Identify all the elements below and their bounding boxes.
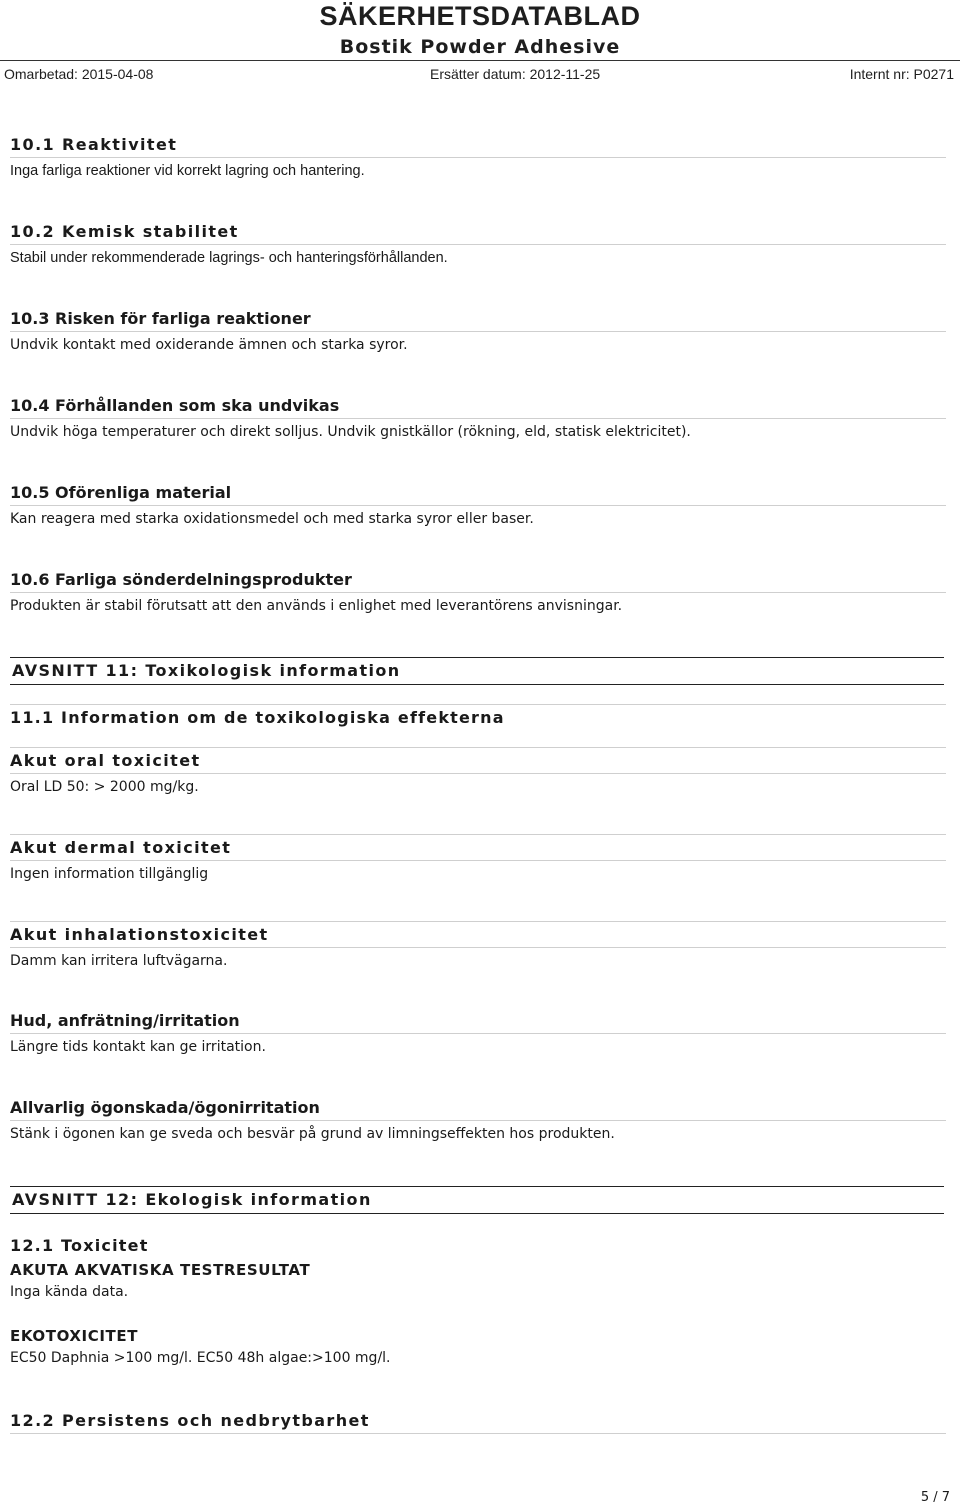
subsection-heading: 10.3 Risken för farliga reaktioner bbox=[10, 308, 946, 332]
acute-dermal-heading: Akut dermal toxicitet bbox=[10, 835, 946, 861]
subsection-text: Undvik höga temperaturer och direkt solljus. Undvik gnistkällor (rökning, eld, statisk elektricitet). bbox=[10, 424, 691, 440]
subsection-heading: 10.5 Oförenliga material bbox=[10, 482, 946, 506]
subsection-10-3 bbox=[10, 308, 946, 355]
product-name: Bostik Powder Adhesive bbox=[339, 36, 621, 58]
subsection-text: Inga farliga reaktioner vid korrekt lagring och hantering. bbox=[10, 163, 365, 179]
subsection-heading: 11.1 Information om de toxikologiska effekterna bbox=[10, 708, 505, 727]
acute-oral-block bbox=[10, 747, 946, 797]
subsection-text: Stabil under rekommenderade lagrings- och hanteringsförhållanden. bbox=[10, 250, 448, 266]
subsection-heading: 10.4 Förhållanden som ska undvikas bbox=[10, 395, 946, 419]
replaces-date-value: 2012-11-25 bbox=[529, 66, 601, 82]
acute-oral-heading: Akut oral toxicitet bbox=[10, 748, 946, 774]
subsection-heading: 10.2 Kemisk stabilitet bbox=[10, 221, 946, 245]
subsection-heading: 10.1 Reaktivitet bbox=[10, 134, 946, 158]
subsection-12-2 bbox=[10, 1410, 946, 1434]
acute-aquatic-text: Inga kända data. bbox=[10, 1284, 129, 1300]
skin-irritation-text: Längre tids kontakt kan ge irritation. bbox=[10, 1039, 266, 1055]
subsection-10-1 bbox=[10, 134, 946, 181]
internal-number: Internt nr: P0271 bbox=[849, 66, 954, 82]
acute-oral-text: Oral LD 50: > 2000 mg/kg. bbox=[10, 779, 199, 795]
subsection-heading: 10.6 Farliga sönderdelningsprodukter bbox=[10, 569, 946, 593]
eye-damage-text: Stänk i ögonen kan ge sveda och besvär på grund av limningseffekten hos produkten. bbox=[10, 1126, 615, 1142]
eye-damage-heading: Allvarlig ögonskada/ögonirritation bbox=[10, 1097, 946, 1121]
acute-dermal-text: Ingen information tillgänglig bbox=[10, 866, 209, 882]
ecotoxicity-heading: EKOTOXICITET bbox=[10, 1327, 139, 1345]
subsection-11-1 bbox=[10, 704, 946, 729]
ecotoxicity-block bbox=[10, 1325, 946, 1368]
section-12-title: AVSNITT 12: Ekologisk information bbox=[10, 1186, 944, 1214]
section-11-title: AVSNITT 11: Toxikologisk information bbox=[10, 657, 944, 685]
replaces-date-field bbox=[430, 64, 600, 84]
subsection-text: Kan reagera med starka oxidationsmedel och med starka syror eller baser. bbox=[10, 511, 534, 527]
skin-irritation-heading: Hud, anfrätning/irritation bbox=[10, 1010, 946, 1034]
eye-damage-block bbox=[10, 1097, 946, 1144]
subsection-10-2 bbox=[10, 221, 946, 268]
subsection-10-6 bbox=[10, 569, 946, 616]
ecotoxicity-text: EC50 Daphnia >100 mg/l. EC50 48h algae:>100 mg/l. bbox=[10, 1350, 391, 1366]
subsection-text: Undvik kontakt med oxiderande ämnen och starka syror. bbox=[10, 337, 408, 353]
acute-inhalation-block bbox=[10, 921, 946, 971]
header-divider bbox=[0, 60, 960, 61]
subsection-10-5 bbox=[10, 482, 946, 529]
replaces-date-label: Ersätter datum: bbox=[430, 66, 526, 82]
revised-date: Omarbetad: 2015-04-08 bbox=[4, 66, 154, 82]
subsection-12-1 bbox=[10, 1235, 946, 1302]
subsection-heading: 12.1 Toxicitet bbox=[10, 1236, 149, 1255]
acute-inhalation-text: Damm kan irritera luftvägarna. bbox=[10, 953, 228, 969]
document-title: SÄKERHETSDATABLAD bbox=[319, 1, 641, 31]
acute-dermal-block bbox=[10, 834, 946, 884]
skin-irritation-block bbox=[10, 1010, 946, 1057]
subsection-heading: 12.2 Persistens och nedbrytbarhet bbox=[10, 1410, 946, 1434]
subsection-10-4 bbox=[10, 395, 946, 442]
page-number: 5 / 7 bbox=[920, 1490, 950, 1505]
subsection-text: Produkten är stabil förutsatt att den används i enlighet med leverantörens anvisningar. bbox=[10, 598, 623, 614]
acute-inhalation-heading: Akut inhalationstoxicitet bbox=[10, 922, 946, 948]
acute-aquatic-heading: AKUTA AKVATISKA TESTRESULTAT bbox=[10, 1261, 311, 1279]
